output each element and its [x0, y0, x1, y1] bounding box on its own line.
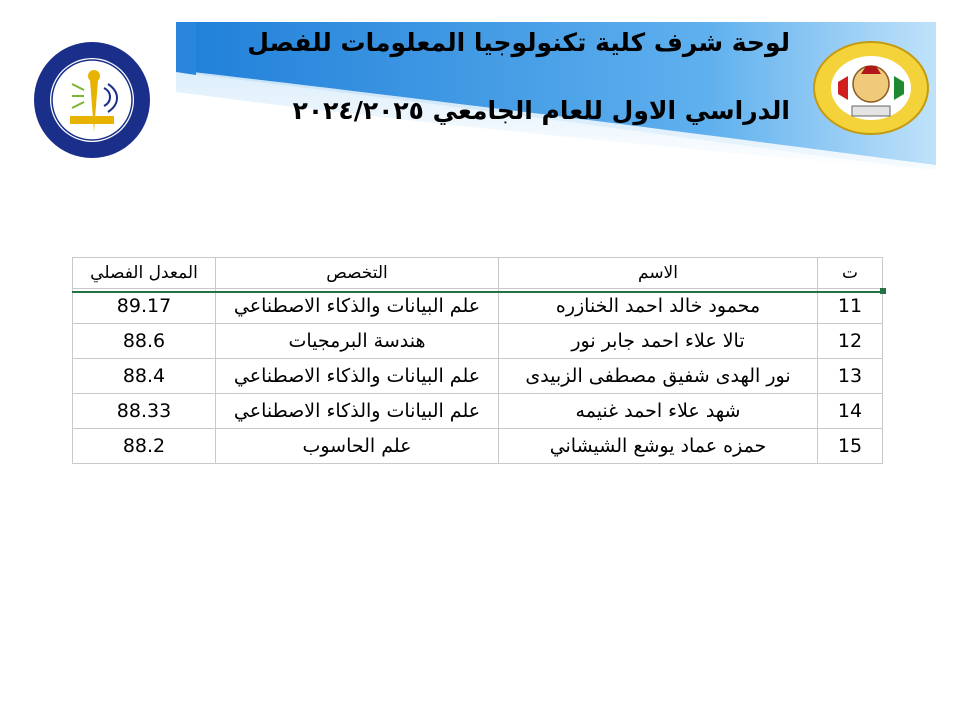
row-number: 13: [818, 359, 883, 394]
honor-table: [72, 257, 883, 464]
table-row: [73, 324, 883, 359]
faculty-logo: [32, 40, 152, 160]
row-number: 12: [818, 324, 883, 359]
university-logo: [812, 40, 930, 136]
honor-table-sheet: [72, 248, 888, 473]
student-average: 88.6: [73, 324, 216, 359]
student-name: محمود خالد احمد الخنازره: [499, 289, 818, 324]
page-title-line1: لوحة شرف كلية تكنولوجيا المعلومات للفصل: [247, 28, 790, 57]
student-specialization: علم الحاسوب: [216, 429, 499, 464]
student-specialization: علم البيانات والذكاء الاصطناعي: [216, 359, 499, 394]
column-header-average: المعدل الفصلي: [73, 258, 216, 289]
column-header-name: الاسم: [499, 258, 818, 289]
selection-border: [72, 291, 884, 293]
table-row: [73, 394, 883, 429]
table-row: [73, 289, 883, 324]
row-number: 14: [818, 394, 883, 429]
row-number: 15: [818, 429, 883, 464]
student-average: 89.17: [73, 289, 216, 324]
student-specialization: هندسة البرمجيات: [216, 324, 499, 359]
student-average: 88.2: [73, 429, 216, 464]
table-row: [73, 429, 883, 464]
column-header-specialization: التخصص: [216, 258, 499, 289]
page-title-line2: الدراسي الاول للعام الجامعي ٢٠٢٤/٢٠٢٥: [292, 96, 790, 125]
student-name: نور الهدى شفيق مصطفى الزبيدى: [499, 359, 818, 394]
student-specialization: علم البيانات والذكاء الاصطناعي: [216, 394, 499, 429]
student-average: 88.33: [73, 394, 216, 429]
column-header-number: ت: [818, 258, 883, 289]
student-name: شهد علاء احمد غنيمه: [499, 394, 818, 429]
student-name: تالا علاء احمد جابر نور: [499, 324, 818, 359]
student-average: 88.4: [73, 359, 216, 394]
table-row: [73, 359, 883, 394]
table-header-row: [73, 258, 883, 289]
row-number: 11: [818, 289, 883, 324]
selection-handle[interactable]: [880, 288, 886, 294]
student-specialization: علم البيانات والذكاء الاصطناعي: [216, 289, 499, 324]
student-name: حمزه عماد يوشع الشيشاني: [499, 429, 818, 464]
